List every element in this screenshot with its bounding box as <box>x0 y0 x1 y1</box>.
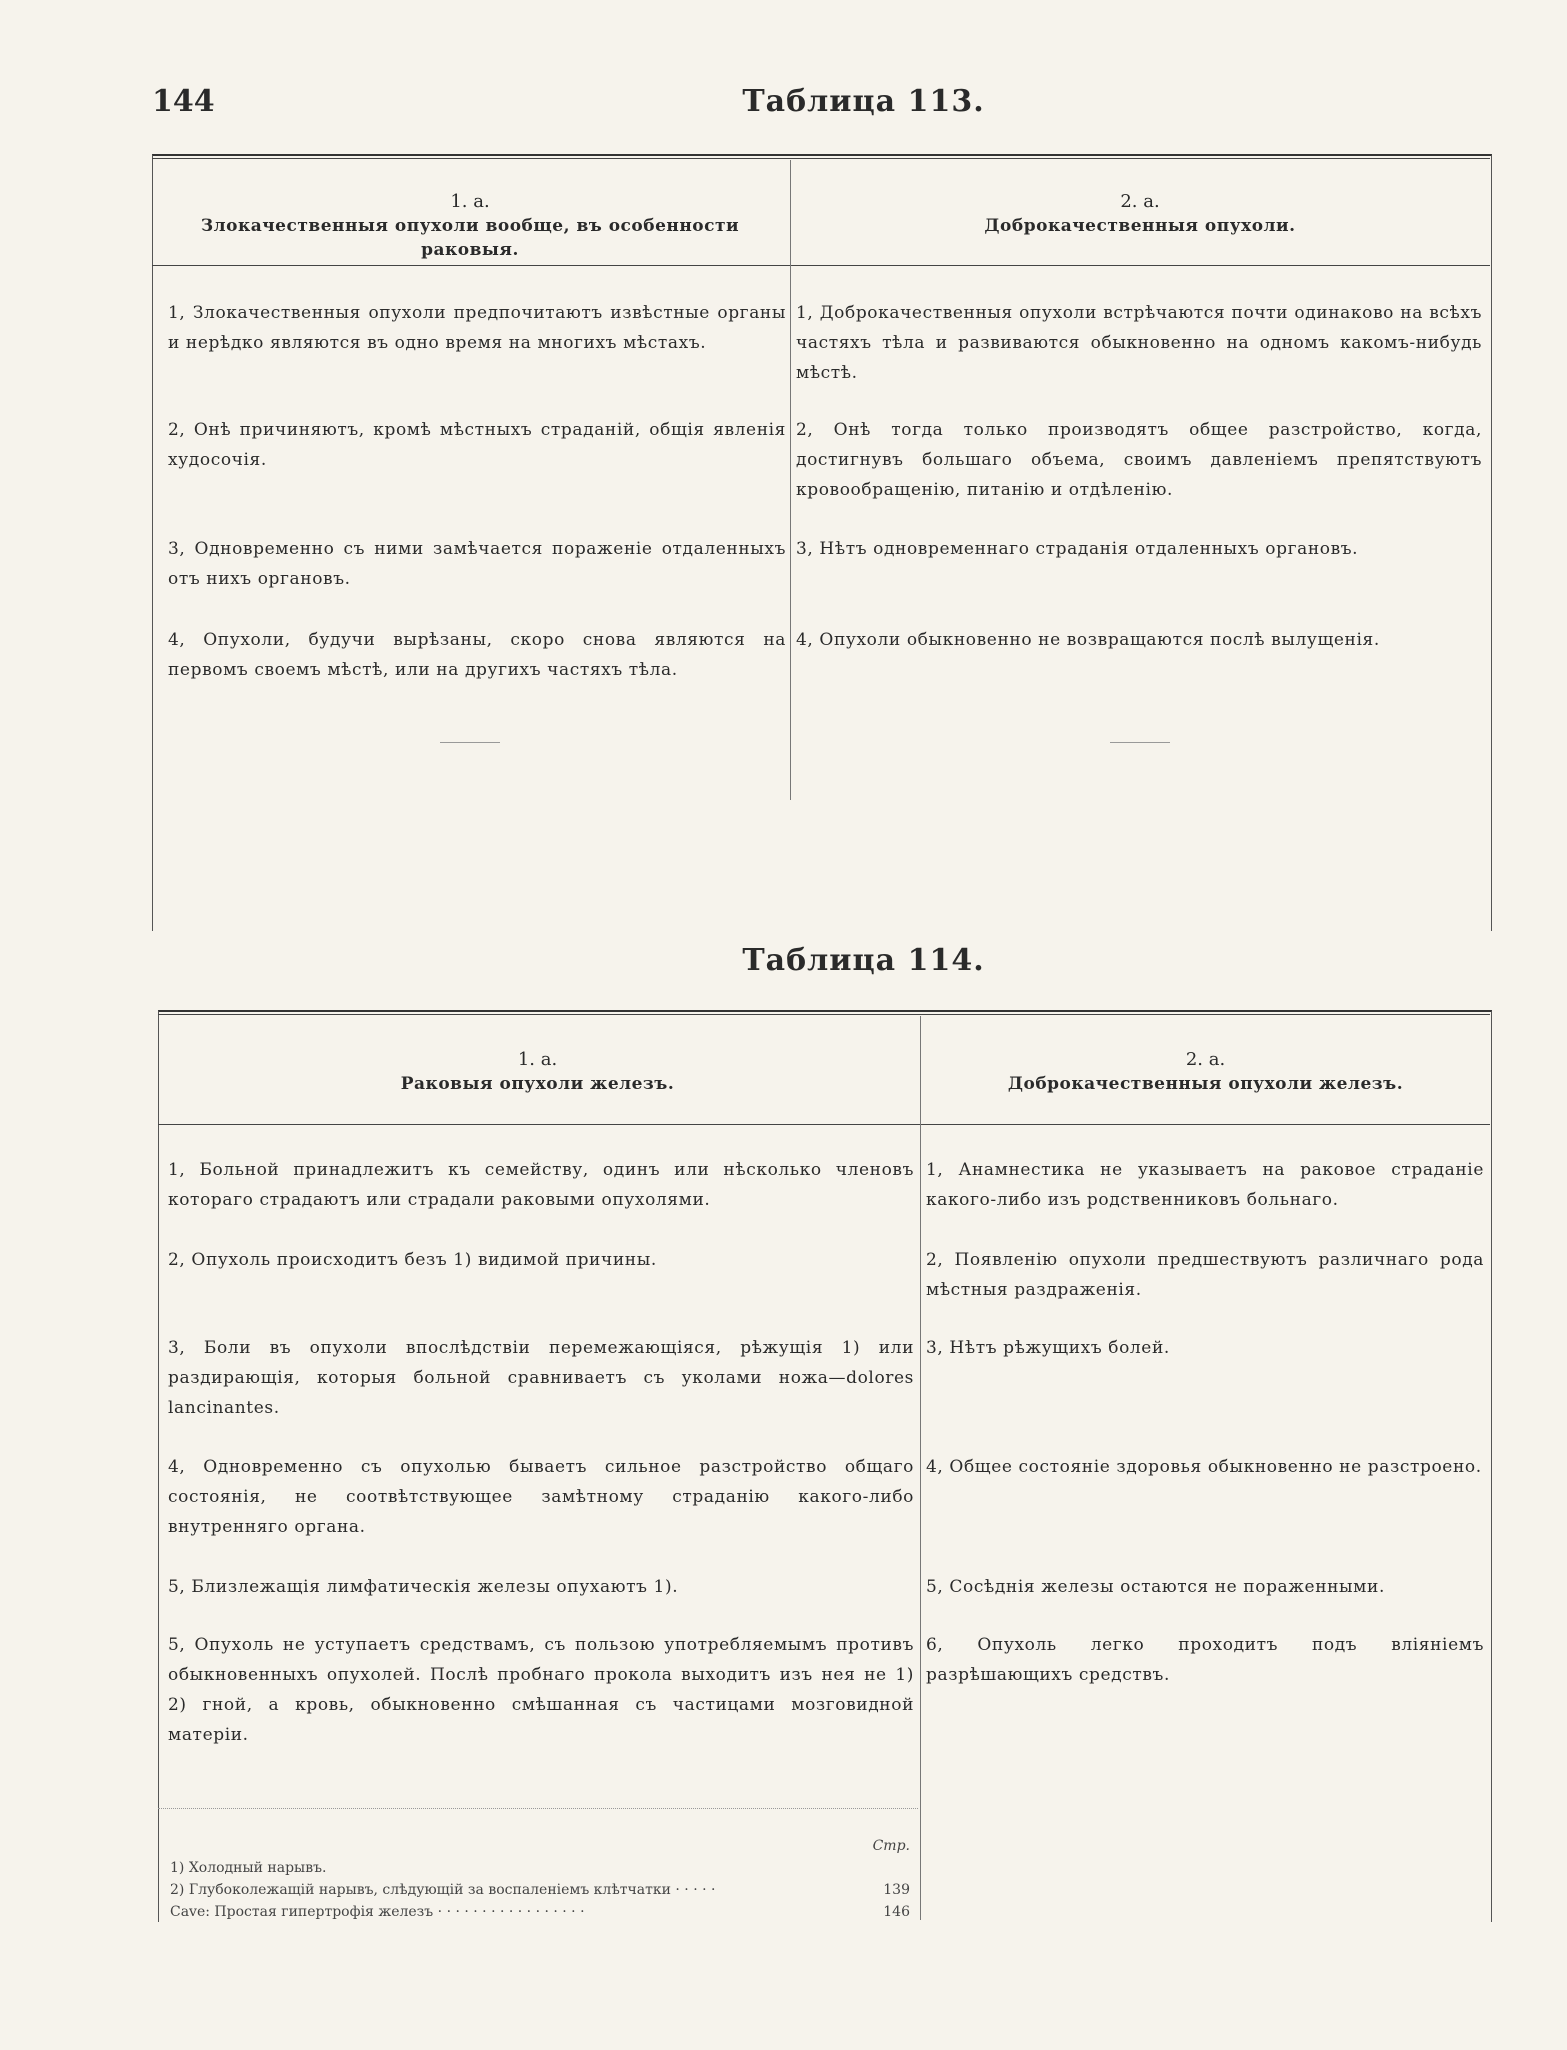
column-number: 2. а. <box>1185 1049 1226 1070</box>
table-113-left-item-4: 4, Опухоли, будучи вырѣзаны, скоро снова являются на первомъ своемъ мѣстѣ, или на другихъ частяхъ тѣла. <box>168 630 786 680</box>
table-113-left-item-2: 2, Онѣ причиняютъ, кромѣ мѣстныхъ страданій, общія явленія худосочія. <box>168 420 786 470</box>
table-114-title: Таблица 114. <box>742 943 985 978</box>
footnote-page: 139 <box>883 1882 910 1898</box>
table-114-right-item-3: 3, Нѣтъ рѣжущихъ болей. <box>926 1338 1170 1358</box>
table-114-left-header <box>165 1048 910 1096</box>
footnote-text: Cave: Простая гипертрофія железъ · · · · · · · · · · · · · · · · · <box>170 1904 585 1920</box>
table-114-right-item-6: 6, Опухоль легко проходитъ подъ вліяніемъ разрѣшающихъ средствъ. <box>926 1635 1484 1685</box>
table-114-left-item-3: 3, Боли въ опухоли впослѣдствіи перемежающіяся, рѣжущія 1) или раздирающія, которыя больной сравниваетъ съ уколами ножа—dolores lancinantes. <box>168 1338 914 1418</box>
table-113-title: Таблица 113. <box>742 84 985 119</box>
table-113-right-header <box>800 190 1480 238</box>
table-114-left-item-4: 4, Одновременно съ опухолью бываетъ сильное разстройство общаго состоянія, не соотвѣтствующее замѣтному страданію какого-либо внутренняго органа. <box>168 1457 914 1537</box>
table-114-right-header <box>928 1048 1483 1096</box>
table-113-left-item-3: 3, Одновременно съ ними замѣчается пораженіе отдаленныхъ отъ нихъ органовъ. <box>168 539 786 589</box>
column-title: Злокачественныя опухоли вообще, въ особенности раковыя. <box>200 216 740 260</box>
footnote-row <box>170 1901 910 1923</box>
table-113-right-item-4: 4, Опухоли обыкновенно не возвращаются послѣ вылущенія. <box>796 630 1380 650</box>
section-end-dash <box>440 742 500 743</box>
column-title: Раковыя опухоли железъ. <box>400 1074 675 1094</box>
table-113-left-header <box>160 190 780 262</box>
column-title: Доброкачественныя опухоли. <box>984 216 1296 236</box>
footnote-text: 1) Холодный нарывъ. <box>170 1860 327 1876</box>
table-113-right-item-1: 1, Доброкачественныя опухоли встрѣчаются почти одинаково на всѣхъ частяхъ тѣла и развиваются обыкновенно на одномъ какомъ-нибудь мѣстѣ. <box>796 303 1482 383</box>
table-114-right-item-4: 4, Общее состояніе здоровья обыкновенно не разстроено. <box>926 1457 1482 1477</box>
footnote-row <box>170 1879 910 1901</box>
page-number: 144 <box>152 84 215 119</box>
footnote-page-header: Стр. <box>872 1838 910 1854</box>
table-114-left-item-5: 5, Близлежащія лимфатическія железы опухаютъ 1). <box>168 1577 679 1597</box>
footnote-text: 2) Глубоколежащій нарывъ, слѣдующій за воспаленіемъ клѣтчатки · · · · · <box>170 1882 716 1898</box>
table-114-left-item-2: 2, Опухоль происходитъ безъ 1) видимой причины. <box>168 1250 657 1270</box>
table-113-top-rule <box>152 158 1490 159</box>
table-114-right-item-1: 1, Анамнестика не указываетъ на раковое страданіе какого-либо изъ родственниковъ больнаго. <box>926 1160 1484 1210</box>
footnotes <box>170 1835 910 1923</box>
footnote-row <box>170 1857 910 1879</box>
table-114-left-item-1: 1, Больной принадлежитъ къ семейству, одинъ или нѣсколько членовъ котораго страдаютъ или страдали раковыми опухолями. <box>168 1160 914 1210</box>
table-114-left-item-6: 5, Опухоль не уступаетъ средствамъ, съ пользою употребляемымъ противъ обыкновенныхъ опухолей. Послѣ пробнаго прокола выходитъ изъ нея не 1) 2) гной, а кровь, обыкновенно смѣшанная съ частицами мозговидной матеріи. <box>168 1635 914 1745</box>
table-113-column-divider <box>790 160 791 800</box>
table-114-right-item-2: 2, Появленію опухоли предшествуютъ различнаго рода мѣстныя раздраженія. <box>926 1250 1484 1300</box>
table-114-column-divider <box>920 1016 921 1920</box>
column-title: Доброкачественныя опухоли железъ. <box>1007 1074 1404 1094</box>
section-end-dash <box>1110 742 1170 743</box>
table-113-right-item-3: 3, Нѣтъ одновременнаго страданія отдаленныхъ органовъ. <box>796 539 1359 559</box>
table-113-right-item-2: 2, Онѣ тогда только производятъ общее разстройство, когда, достигнувъ большаго объема, своимъ давленіемъ препятствуютъ кровообращенію, питанію и отдѣленію. <box>796 420 1482 500</box>
table-114-top-rule <box>158 1014 1490 1015</box>
table-114-right-item-5: 5, Сосѣднія железы остаются не пораженными. <box>926 1577 1385 1597</box>
table-113-header-rule <box>152 265 1490 266</box>
table-114-header-rule <box>158 1124 1490 1125</box>
column-number: 1. а. <box>517 1049 558 1070</box>
column-number: 2. а. <box>1120 191 1160 212</box>
column-number: 1. а. <box>450 191 490 212</box>
table-113-left-item-1: 1, Злокачественныя опухоли предпочитаютъ извѣстные органы и нерѣдко являются въ одно время на многихъ мѣстахъ. <box>168 303 786 353</box>
footnote-separator <box>158 1808 918 1809</box>
footnote-page: 146 <box>883 1904 910 1920</box>
